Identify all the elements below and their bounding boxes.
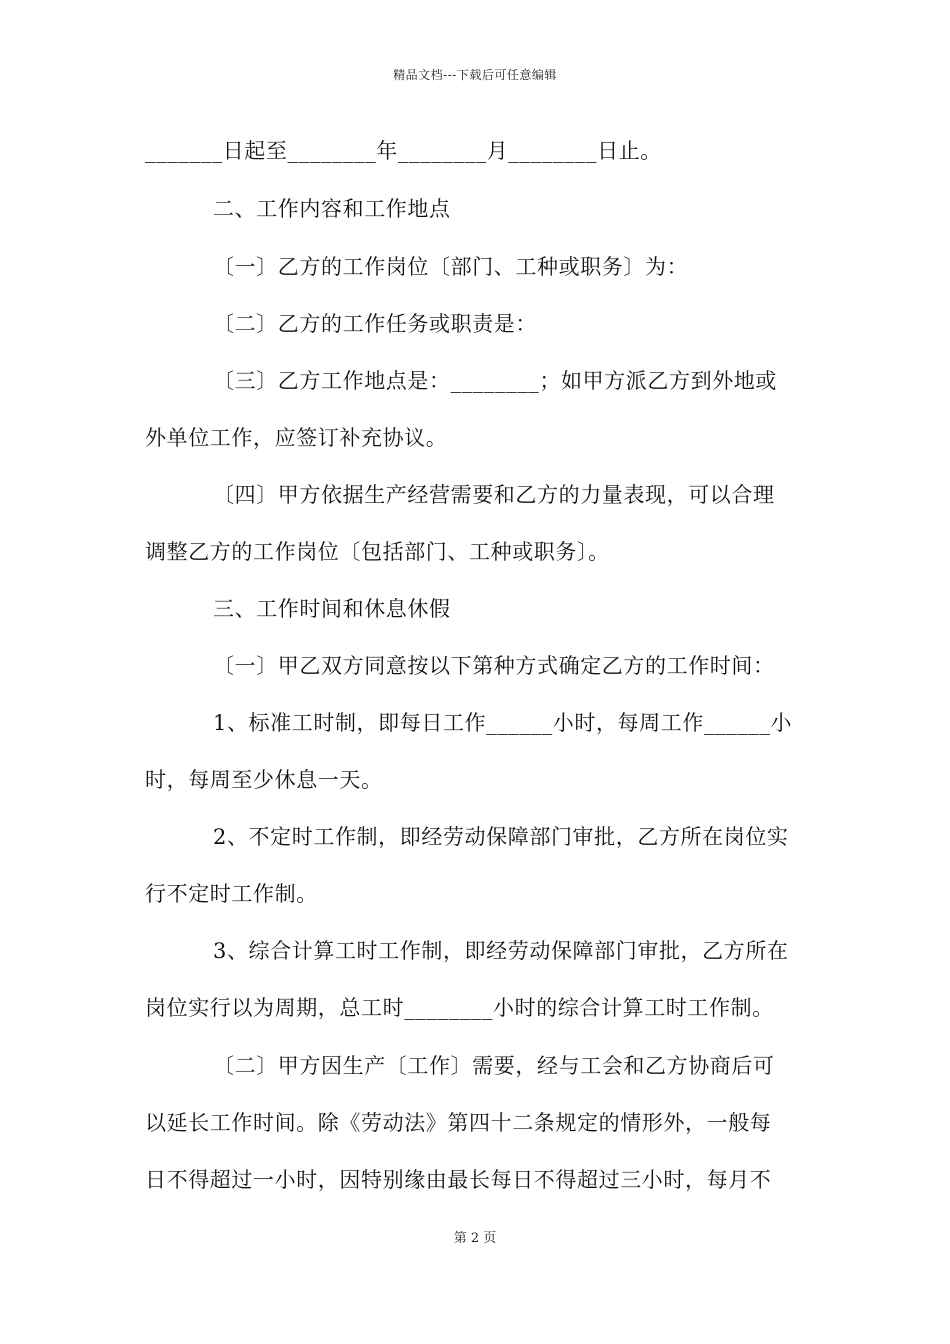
page-header: 精品文档---下载后可任意编辑	[393, 68, 557, 82]
text-line: 1、标准工时制，即每日工作______小时，每周工作______小	[213, 711, 793, 735]
section-heading: 三、工作时间和休息休假	[213, 597, 451, 621]
text-line: 以延长工作时间。除《劳动法》第四十二条规定的情形外，一般每	[145, 1111, 772, 1135]
text-line: 〔三〕乙方工作地点是：________；如甲方派乙方到外地或	[213, 369, 777, 393]
text-line: 岗位实行以为周期，总工时________小时的综合计算工时工作制。	[145, 996, 774, 1020]
page-number: 第 2 页	[453, 1231, 497, 1246]
text-line: _______日起至________年________月________日止。	[145, 139, 662, 163]
text-line: 3、综合计算工时工作制，即经劳动保障部门审批，乙方所在	[213, 939, 789, 963]
text-line: 2、不定时工作制，即经劳动保障部门审批，乙方所在岗位实	[213, 825, 789, 849]
text-line: 〔四〕甲方依据生产经营需要和乙方的力量表现，可以合理	[213, 483, 775, 507]
text-line: 行不定时工作制。	[145, 882, 318, 906]
text-line: 外单位工作，应签订补充协议。	[145, 426, 448, 450]
text-line: 〔二〕甲方因生产〔工作〕需要，经与工会和乙方协商后可	[213, 1054, 775, 1078]
text-line: 时，每周至少休息一天。	[145, 768, 383, 792]
text-line: 〔一〕乙方的工作岗位〔部门、工种或职务〕为：	[213, 255, 689, 279]
text-line: 调整乙方的工作岗位〔包括部门、工种或职务〕。	[145, 540, 610, 564]
text-line: 〔二〕乙方的工作任务或职责是：	[213, 312, 537, 336]
section-heading: 二、工作内容和工作地点	[213, 197, 451, 221]
text-line: 〔一〕甲乙双方同意按以下第种方式确定乙方的工作时间：	[213, 654, 775, 678]
text-line: 日不得超过一小时，因特别缘由最长每日不得超过三小时，每月不	[145, 1168, 772, 1192]
